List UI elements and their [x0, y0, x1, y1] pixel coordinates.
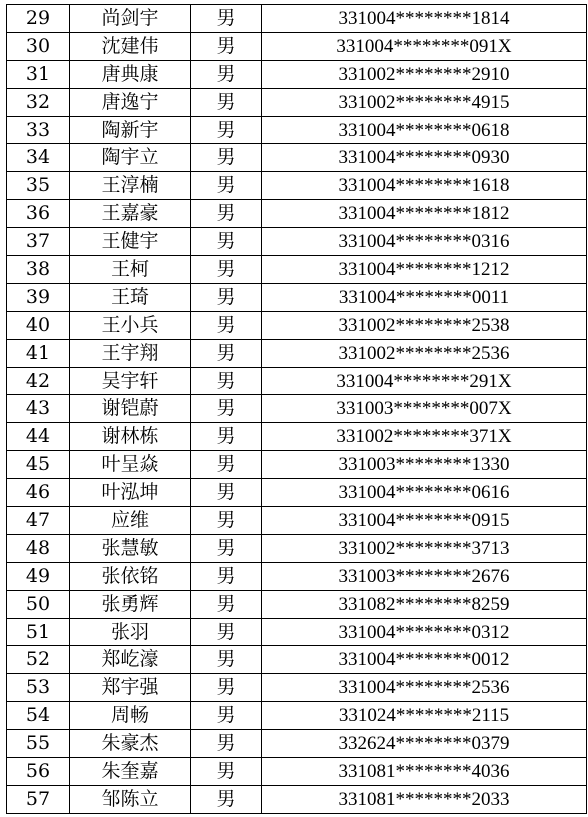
gender-cell: 男: [191, 423, 262, 451]
gender-cell: 男: [191, 116, 262, 144]
table-row: [7, 730, 587, 758]
id-number-cell: 331002********2910: [262, 60, 587, 88]
gender-cell: 男: [191, 88, 262, 116]
gender-cell: 男: [191, 674, 262, 702]
gender-cell: 男: [191, 367, 262, 395]
row-number-cell: 52: [7, 646, 70, 674]
id-number-cell: 331004********0316: [262, 228, 587, 256]
id-number-cell: 331004********1212: [262, 256, 587, 284]
id-number-cell: 331002********3713: [262, 534, 587, 562]
student-name-cell: 王淳楠: [70, 172, 191, 200]
student-name-cell: 周畅: [70, 702, 191, 730]
table-row: [7, 144, 587, 172]
row-number-cell: 35: [7, 172, 70, 200]
id-number-cell: 331004********2536: [262, 674, 587, 702]
table-row: [7, 367, 587, 395]
gender-cell: 男: [191, 228, 262, 256]
student-name-cell: 叶泓坤: [70, 479, 191, 507]
gender-cell: 男: [191, 172, 262, 200]
gender-cell: 男: [191, 144, 262, 172]
student-name-cell: 谢林栋: [70, 423, 191, 451]
gender-cell: 男: [191, 60, 262, 88]
table-row: [7, 785, 587, 813]
id-number-cell: 331004********0011: [262, 283, 587, 311]
student-name-cell: 郑屹濠: [70, 646, 191, 674]
table-row: [7, 562, 587, 590]
gender-cell: 男: [191, 590, 262, 618]
gender-cell: 男: [191, 311, 262, 339]
id-number-cell: 331024********2115: [262, 702, 587, 730]
student-name-cell: 尚剑宇: [70, 5, 191, 33]
gender-cell: 男: [191, 562, 262, 590]
row-number-cell: 51: [7, 618, 70, 646]
row-number-cell: 57: [7, 785, 70, 813]
id-number-cell: 331004********0915: [262, 507, 587, 535]
student-name-cell: 吴宇轩: [70, 367, 191, 395]
row-number-cell: 56: [7, 758, 70, 786]
student-name-cell: 王健宇: [70, 228, 191, 256]
id-number-cell: 331004********0618: [262, 116, 587, 144]
student-name-cell: 张依铭: [70, 562, 191, 590]
row-number-cell: 36: [7, 200, 70, 228]
gender-cell: 男: [191, 32, 262, 60]
gender-cell: 男: [191, 618, 262, 646]
row-number-cell: 37: [7, 228, 70, 256]
student-name-cell: 王小兵: [70, 311, 191, 339]
gender-cell: 男: [191, 339, 262, 367]
row-number-cell: 32: [7, 88, 70, 116]
row-number-cell: 45: [7, 451, 70, 479]
student-name-cell: 谢铠蔚: [70, 395, 191, 423]
gender-cell: 男: [191, 200, 262, 228]
row-number-cell: 54: [7, 702, 70, 730]
table-row: [7, 32, 587, 60]
student-name-cell: 王柯: [70, 256, 191, 284]
row-number-cell: 38: [7, 256, 70, 284]
table-row: [7, 60, 587, 88]
table-row: [7, 283, 587, 311]
gender-cell: 男: [191, 395, 262, 423]
student-name-cell: 沈建伟: [70, 32, 191, 60]
table-row: [7, 507, 587, 535]
row-number-cell: 42: [7, 367, 70, 395]
student-name-cell: 唐逸宁: [70, 88, 191, 116]
student-name-cell: 张羽: [70, 618, 191, 646]
row-number-cell: 30: [7, 32, 70, 60]
gender-cell: 男: [191, 646, 262, 674]
row-number-cell: 34: [7, 144, 70, 172]
row-number-cell: 55: [7, 730, 70, 758]
student-name-cell: 邹陈立: [70, 785, 191, 813]
row-number-cell: 39: [7, 283, 70, 311]
gender-cell: 男: [191, 730, 262, 758]
table-row: [7, 88, 587, 116]
id-number-cell: 331004********1812: [262, 200, 587, 228]
table-row: [7, 479, 587, 507]
row-number-cell: 29: [7, 5, 70, 33]
id-number-cell: 331081********4036: [262, 758, 587, 786]
id-number-cell: 331004********0616: [262, 479, 587, 507]
id-number-cell: 331002********4915: [262, 88, 587, 116]
student-name-cell: 朱豪杰: [70, 730, 191, 758]
table-row: [7, 674, 587, 702]
id-number-cell: 331082********8259: [262, 590, 587, 618]
student-name-cell: 朱奎嘉: [70, 758, 191, 786]
student-name-cell: 张慧敏: [70, 534, 191, 562]
gender-cell: 男: [191, 507, 262, 535]
student-name-cell: 王宇翔: [70, 339, 191, 367]
row-number-cell: 44: [7, 423, 70, 451]
roster-body: [7, 5, 587, 814]
student-name-cell: 陶宇立: [70, 144, 191, 172]
table-row: [7, 395, 587, 423]
id-number-cell: 331003********2676: [262, 562, 587, 590]
table-row: [7, 534, 587, 562]
student-name-cell: 郑宇强: [70, 674, 191, 702]
table-row: [7, 311, 587, 339]
row-number-cell: 50: [7, 590, 70, 618]
table-row: [7, 228, 587, 256]
gender-cell: 男: [191, 451, 262, 479]
row-number-cell: 49: [7, 562, 70, 590]
row-number-cell: 53: [7, 674, 70, 702]
gender-cell: 男: [191, 256, 262, 284]
id-number-cell: 331004********1618: [262, 172, 587, 200]
id-number-cell: 331002********2536: [262, 339, 587, 367]
table-row: [7, 590, 587, 618]
row-number-cell: 47: [7, 507, 70, 535]
id-number-cell: 331003********007X: [262, 395, 587, 423]
student-name-cell: 张勇辉: [70, 590, 191, 618]
student-name-cell: 唐典康: [70, 60, 191, 88]
id-number-cell: 331004********291X: [262, 367, 587, 395]
roster-table: [6, 4, 587, 814]
id-number-cell: 331003********1330: [262, 451, 587, 479]
row-number-cell: 41: [7, 339, 70, 367]
gender-cell: 男: [191, 479, 262, 507]
table-row: [7, 116, 587, 144]
gender-cell: 男: [191, 5, 262, 33]
student-name-cell: 王嘉豪: [70, 200, 191, 228]
table-row: [7, 172, 587, 200]
table-row: [7, 702, 587, 730]
gender-cell: 男: [191, 702, 262, 730]
gender-cell: 男: [191, 758, 262, 786]
row-number-cell: 46: [7, 479, 70, 507]
row-number-cell: 33: [7, 116, 70, 144]
table-row: [7, 200, 587, 228]
gender-cell: 男: [191, 785, 262, 813]
id-number-cell: 332624********0379: [262, 730, 587, 758]
student-name-cell: 叶呈焱: [70, 451, 191, 479]
table-row: [7, 618, 587, 646]
gender-cell: 男: [191, 534, 262, 562]
gender-cell: 男: [191, 283, 262, 311]
table-row: [7, 451, 587, 479]
student-name-cell: 应维: [70, 507, 191, 535]
id-number-cell: 331004********091X: [262, 32, 587, 60]
row-number-cell: 31: [7, 60, 70, 88]
id-number-cell: 331002********2538: [262, 311, 587, 339]
table-row: [7, 256, 587, 284]
row-number-cell: 43: [7, 395, 70, 423]
row-number-cell: 48: [7, 534, 70, 562]
row-number-cell: 40: [7, 311, 70, 339]
id-number-cell: 331002********371X: [262, 423, 587, 451]
student-name-cell: 王琦: [70, 283, 191, 311]
student-name-cell: 陶新宇: [70, 116, 191, 144]
id-number-cell: 331081********2033: [262, 785, 587, 813]
table-row: [7, 423, 587, 451]
table-row: [7, 758, 587, 786]
id-number-cell: 331004********0930: [262, 144, 587, 172]
table-row: [7, 646, 587, 674]
table-row: [7, 5, 587, 33]
id-number-cell: 331004********1814: [262, 5, 587, 33]
id-number-cell: 331004********0012: [262, 646, 587, 674]
id-number-cell: 331004********0312: [262, 618, 587, 646]
table-row: [7, 339, 587, 367]
